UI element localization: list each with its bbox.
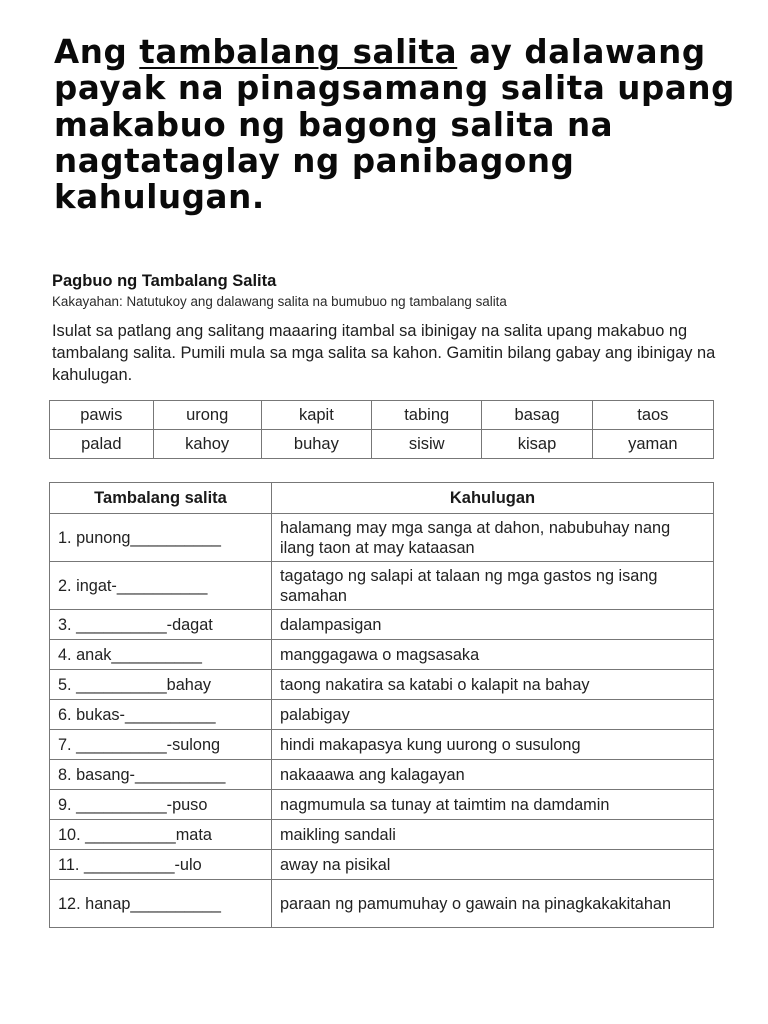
item-cell: 10. __________mata [50,820,272,850]
meaning-cell: paraan ng pamumuhay o gawain na pinagkakakitahan [272,880,714,928]
meaning-cell: hindi makapasya kung uurong o susulong [272,730,714,760]
table-row [50,880,714,928]
table-row [50,700,714,730]
meaning-cell: maikling sandali [272,820,714,850]
item-cell: 4. anak__________ [50,640,272,670]
table-row [50,610,714,640]
word-box [49,400,714,459]
meaning-cell: nakaaawa ang kalagayan [272,760,714,790]
table-row [50,760,714,790]
word-box-cell: kahoy [153,430,261,459]
table-row [50,820,714,850]
meaning-cell: dalampasigan [272,610,714,640]
word-box-cell: sisiw [372,430,482,459]
word-box-cell: urong [153,401,261,430]
word-box-cell: tabing [372,401,482,430]
header-compound-word: Tambalang salita [50,483,272,514]
worksheet-title: Pagbuo ng Tambalang Salita [52,272,277,290]
item-cell: 7. __________-sulong [50,730,272,760]
word-box-cell: kapit [261,401,371,430]
word-box-cell: buhay [261,430,371,459]
item-cell: 3. __________-dagat [50,610,272,640]
headline-underlined-term: tambalang salita [139,33,458,71]
item-cell: 5. __________bahay [50,670,272,700]
item-cell: 12. hanap__________ [50,880,272,928]
item-cell: 9. __________-puso [50,790,272,820]
table-row [50,514,714,562]
meaning-cell: halamang may mga sanga at dahon, nabubuhay nang ilang taon at may kataasan [272,514,714,562]
meaning-cell: manggagawa o magsasaka [272,640,714,670]
item-cell: 1. punong__________ [50,514,272,562]
headline [54,34,754,215]
meaning-cell: taong nakatira sa katabi o kalapit na bahay [272,670,714,700]
table-row [50,790,714,820]
word-box-cell: pawis [50,401,154,430]
word-box-cell: basag [482,401,592,430]
header-meaning: Kahulugan [272,483,714,514]
word-box-cell: taos [592,401,713,430]
word-box-row [50,401,714,430]
meaning-cell: tagatago ng salapi at talaan ng mga gastos ng isang samahan [272,562,714,610]
meaning-cell: away na pisikal [272,850,714,880]
table-row [50,562,714,610]
worksheet-instructions: Isulat sa patlang ang salitang maaaring itambal sa ibinigay na salita upang makabuo ng tambalang salita. Pumili mula sa mga salita sa kahon. Gamitin bilang gabay ang ibinigay na kahulugan. [52,322,716,384]
worksheet-skill: Kakayahan: Natutukoy ang dalawang salita na bumubuo ng tambalang salita [52,294,507,309]
meaning-cell: nagmumula sa tunay at taimtim na damdamin [272,790,714,820]
table-row [50,640,714,670]
table-row [50,670,714,700]
table-row [50,730,714,760]
word-box-cell: kisap [482,430,592,459]
meaning-cell: palabigay [272,700,714,730]
item-cell: 8. basang-__________ [50,760,272,790]
table-header-row [50,483,714,514]
table-row [50,850,714,880]
headline-rest: ay dalawang payak na pinagsamang salita upang makabuo ng bagong salita na nagtataglay ng panibagong kahulugan. [54,33,736,217]
compound-word-table [49,482,714,928]
headline-start: Ang [54,33,140,71]
word-box-cell: yaman [592,430,713,459]
item-cell: 2. ingat-__________ [50,562,272,610]
word-box-row [50,430,714,459]
word-box-cell: palad [50,430,154,459]
item-cell: 11. __________-ulo [50,850,272,880]
item-cell: 6. bukas-__________ [50,700,272,730]
